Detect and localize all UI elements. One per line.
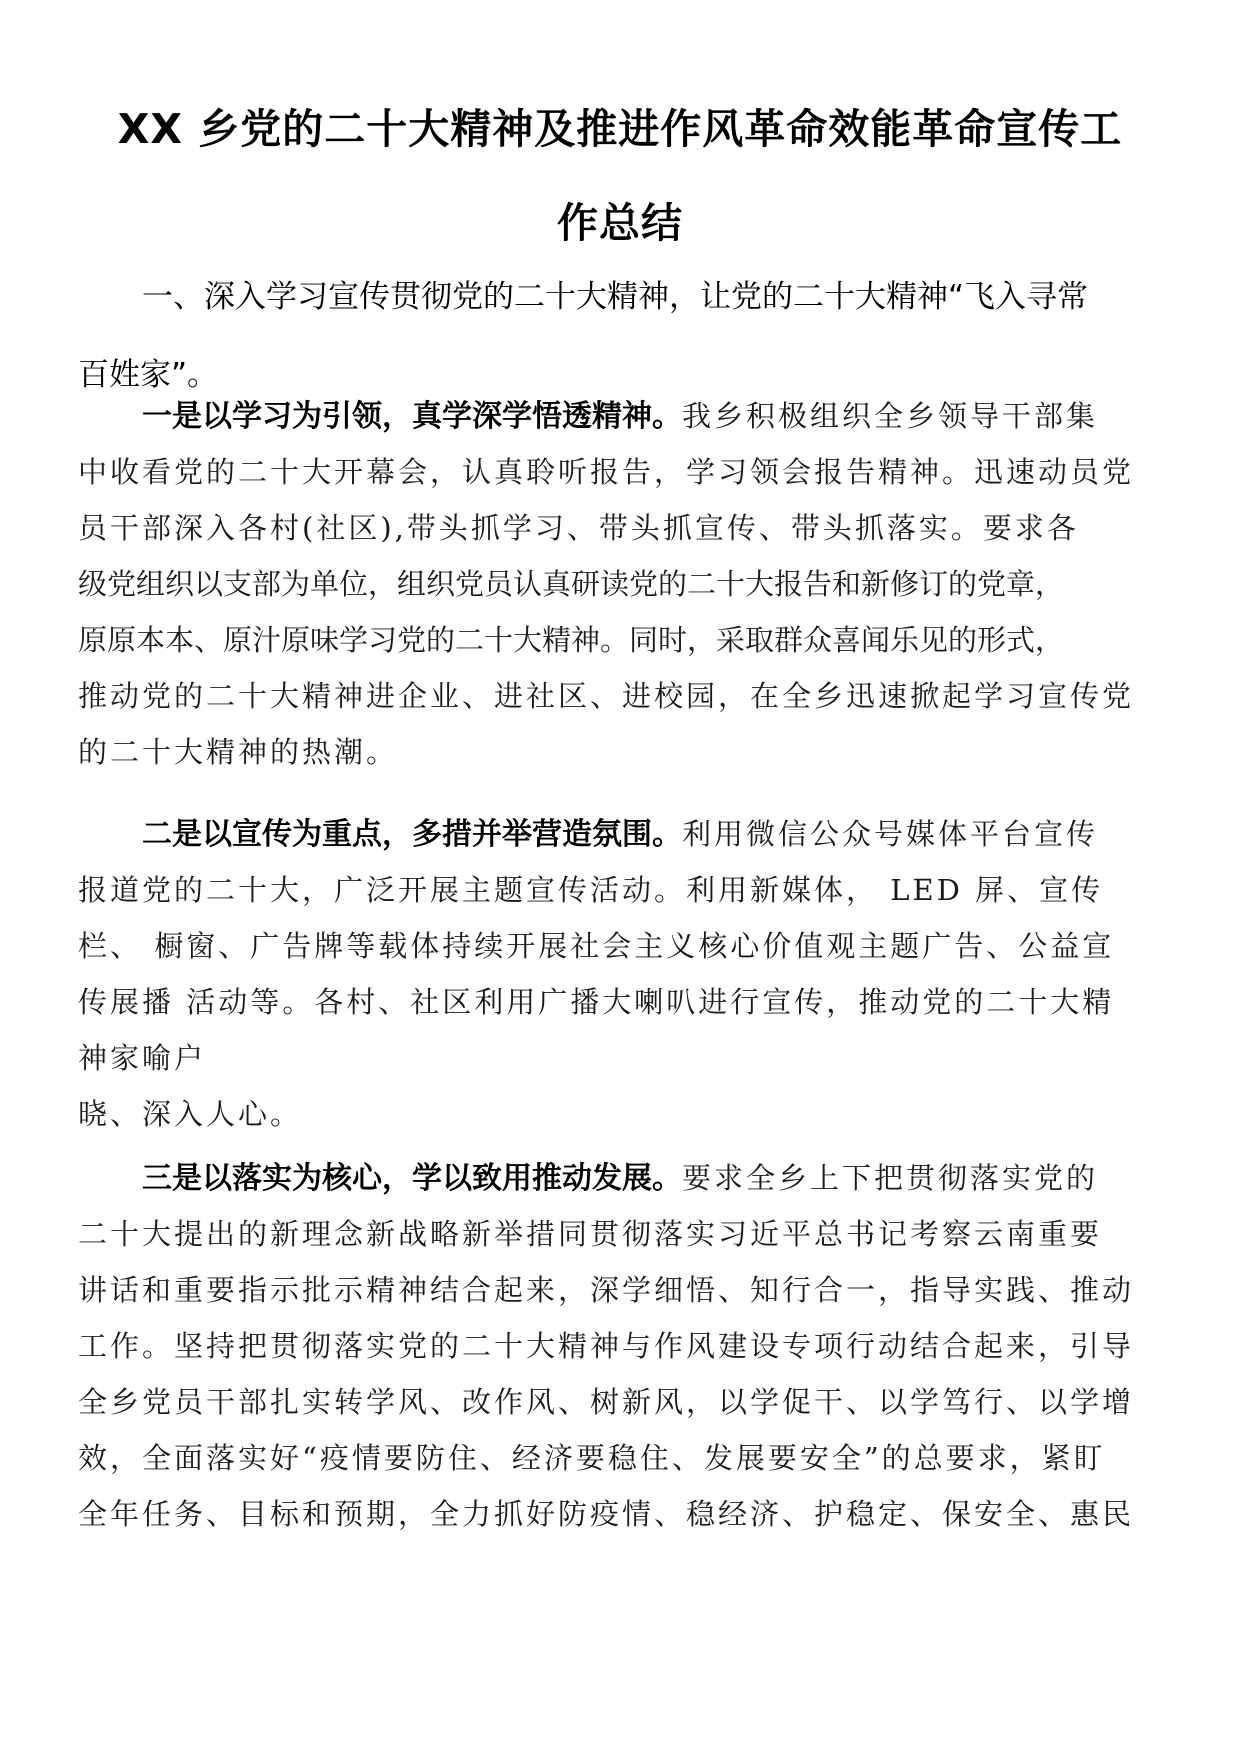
paragraph-line: 利用微信公众号媒体平台宣传 <box>682 817 1099 851</box>
section-heading-line-2: 百姓家”。 <box>78 357 219 393</box>
document-title <box>60 82 1180 270</box>
paragraph-line: 全乡党员干部扎实转学风、改作风、树新风，以学促干、以学笃行、以学增 <box>78 1385 1135 1419</box>
paragraph-lead: 三是以落实为核心，学以致用推动发展。 <box>142 1161 682 1196</box>
paragraph-lead: 一是以学习为引领，真学深学悟透精神。 <box>142 399 682 434</box>
paragraph-line: 栏、 橱窗、广告牌等载体持续开展社会主义核心价值观主题广告、公益宣 <box>78 929 1115 963</box>
paragraph-line: 要求全乡上下把贯彻落实党的 <box>682 1161 1099 1195</box>
title-line-1: XX 乡党的二十大精神及推进作风革命效能革命宣传工 <box>117 105 1123 153</box>
title-line-2: 作总结 <box>557 199 683 247</box>
section-heading-line-1: 一、深入学习宣传贯彻党的二十大精神，让党的二十大精神“飞入寻常 <box>142 279 1089 315</box>
paragraph-line: 晓、深入人心。 <box>78 1097 303 1131</box>
paragraph-line: 神家喻户 <box>78 1041 207 1075</box>
paragraph-lead: 二是以宣传为重点，多措并举营造氛围。 <box>142 817 682 852</box>
paragraph-line: 报道党的二十大，广泛开展主题宣传活动。利用新媒体， LED 屏、宣传 <box>78 873 1104 907</box>
paragraph-line: 二十大提出的新理念新战略新举措同贯彻落实习近平总书记考察云南重要 <box>78 1217 1103 1251</box>
paragraph-line: 级党组织以支部为单位，组织党员认真研读党的二十大报告和新修订的党章， <box>78 567 1065 601</box>
paragraph-implementation <box>78 1150 1178 1542</box>
paragraph-line: 传展播 活动等。各村、社区利用广播大喇叭进行宣传，推动党的二十大精 <box>78 985 1115 1019</box>
paragraph-publicity <box>78 806 1178 1142</box>
paragraph-line: 员干部深入各村(社区),带头抓学习、带头抓宣传、带头抓落实。要求各 <box>78 511 1079 545</box>
paragraph-line: 效，全面落实好“疫情要防住、经济要稳住、发展要安全”的总要求，紧盯 <box>78 1441 1106 1475</box>
paragraph-study <box>78 388 1178 780</box>
paragraph-line: 讲话和重要指示批示精神结合起来，深学细悟、知行合一，指导实践、推动 <box>78 1273 1135 1307</box>
paragraph-line: 工作。坚持把贯彻落实党的二十大精神与作风建设专项行动结合起来，引导 <box>78 1329 1135 1363</box>
paragraph-line: 原原本本、原汁原味学习党的二十大精神。同时，采取群众喜闻乐见的形式， <box>78 623 1065 657</box>
paragraph-line: 推动党的二十大精神进企业、进社区、进校园，在全乡迅速掀起学习宣传党 <box>78 679 1135 713</box>
paragraph-line: 全年任务、目标和预期，全力抓好防疫情、稳经济、护稳定、保安全、惠民 <box>78 1497 1135 1531</box>
paragraph-line: 中收看党的二十大开幕会，认真聆听报告，学习领会报告精神。迅速动员党 <box>78 455 1135 489</box>
paragraph-line: 我乡积极组织全乡领导干部集 <box>682 399 1099 433</box>
paragraph-line: 的二十大精神的热潮。 <box>78 735 399 769</box>
